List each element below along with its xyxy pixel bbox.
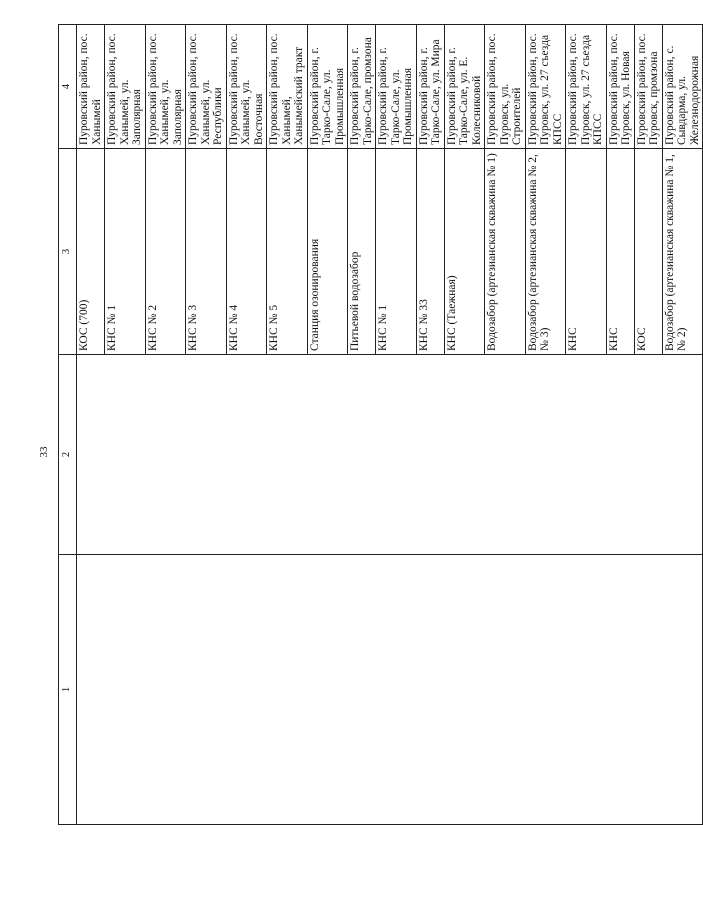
facility-address: Пуровский район, г. Тарко-Сале, ул. Мира xyxy=(416,25,444,149)
facility-name: КОС (700) xyxy=(77,149,105,355)
facility-address: Пуровский район, пос. Ханымей xyxy=(77,25,105,149)
table-header-row xyxy=(59,25,77,825)
facility-name: КНС № 2 xyxy=(145,149,186,355)
column-header-2: 2 xyxy=(59,355,77,555)
facility-name: КНС xyxy=(566,149,607,355)
column-header-3: 3 xyxy=(59,149,77,355)
facility-name: КНС № 33 xyxy=(416,149,444,355)
facility-name: КНС № 4 xyxy=(226,149,267,355)
facility-address: Пуровский район, пос. Ханымей, ул. Восточная xyxy=(226,25,267,149)
column-header-4: 4 xyxy=(59,25,77,149)
column-1-merged-cell xyxy=(77,555,703,825)
facility-address: Пуровский район, пос. Пуровск, ул. 27 съезда КПСС xyxy=(525,25,566,149)
facility-name: Питьевой водозабор xyxy=(348,149,376,355)
facility-address: Пуровский район, пос. Пуровск, ул. Строителей xyxy=(485,25,526,149)
facility-name: Водозабор (артезианская скважина № 1, № 2) xyxy=(662,149,703,355)
facility-address: Пуровский район, пос. Пуровск, промзона xyxy=(634,25,662,149)
facility-name: КНС (Таежная) xyxy=(444,149,485,355)
facility-name: КОС xyxy=(634,149,662,355)
facilities-table xyxy=(58,24,703,825)
facility-name: КНС xyxy=(606,149,634,355)
page-number: 33 xyxy=(38,446,50,458)
facility-address: Пуровский район, пос. Пуровск, ул. 27 съезда КПСС xyxy=(566,25,607,149)
facility-name: КНС № 5 xyxy=(267,149,308,355)
facility-address: Пуровский район, пос. Пуровск, ул. Новая xyxy=(606,25,634,149)
facility-name: КНС № 3 xyxy=(186,149,227,355)
facility-name: Станция озонирования xyxy=(307,149,348,355)
facility-address: Пуровский район, г. Тарко-Сале, ул. Промышленная xyxy=(376,25,417,149)
facility-address: Пуровский район, г. Тарко-Сале, промзона xyxy=(348,25,376,149)
rotated-table-container xyxy=(58,25,701,825)
facility-address: Пуровский район, пос. Ханымей, ул. Заполярная xyxy=(145,25,186,149)
facility-address: Пуровский район, г. Тарко-Сале, ул. Промышленная xyxy=(307,25,348,149)
facility-address: Пуровский район, с. Сывдарма, ул. Железнодорожная xyxy=(662,25,703,149)
facility-name: КНС № 1 xyxy=(105,149,146,355)
facility-address: Пуровский район, пос. Ханымей, ул. Республики xyxy=(186,25,227,149)
facility-name: КНС № 1 xyxy=(376,149,417,355)
table-row xyxy=(77,25,105,825)
facility-address: Пуровский район, пос. Ханымей, ул. Заполярная xyxy=(105,25,146,149)
facility-name: Водозабор (артезианская скважина № 1) xyxy=(485,149,526,355)
table-body xyxy=(59,25,703,825)
facility-address: Пуровский район, пос. Ханымей, Ханымейский тракт xyxy=(267,25,308,149)
column-header-1: 1 xyxy=(59,555,77,825)
column-2-merged-cell xyxy=(77,355,703,555)
facility-address: Пуровский район, г. Тарко-Сале, ул. Е. Колесниковой xyxy=(444,25,485,149)
facility-name: Водозабор (артезианская скважина № 2, № 3) xyxy=(525,149,566,355)
